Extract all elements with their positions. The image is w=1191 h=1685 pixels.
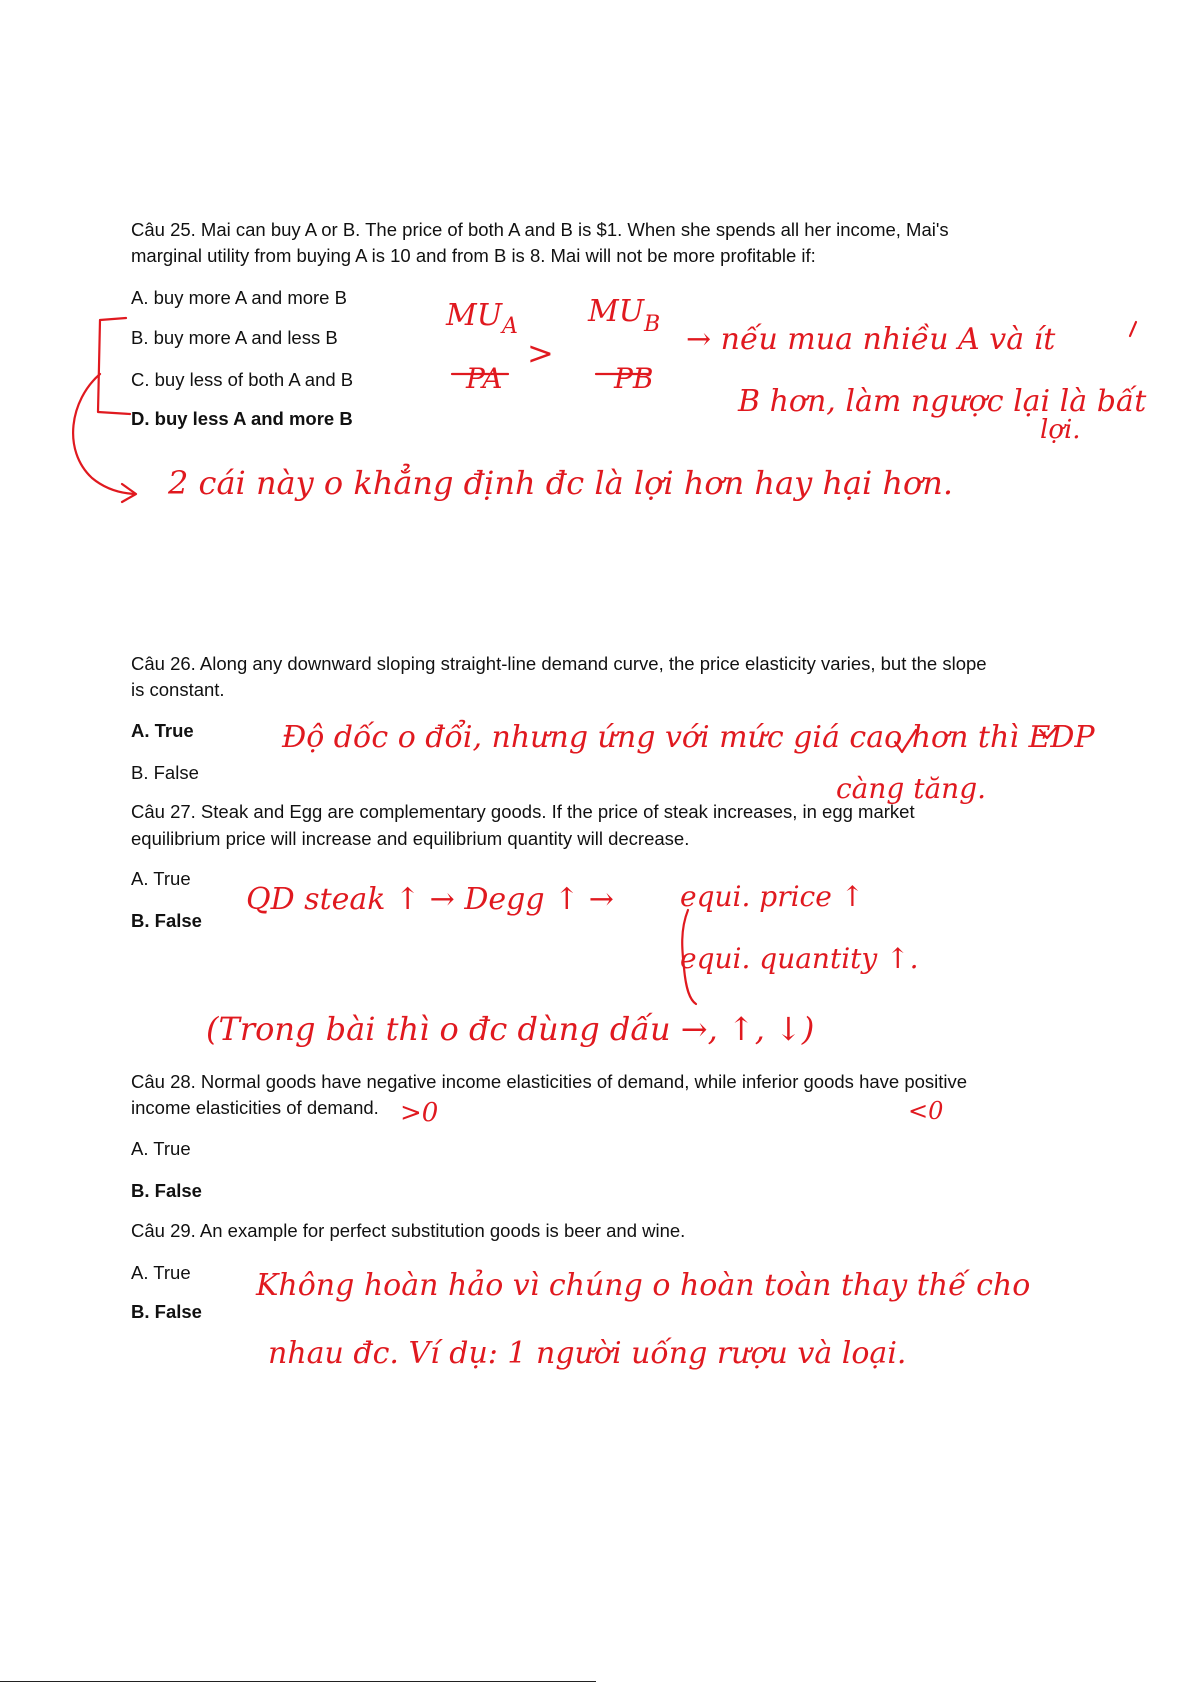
q27-option-a: A. True [131,868,191,889]
q27-note-line3: (Trong bài thì o đc dùng dấu →, ↑, ↓) [206,1010,815,1048]
q25-note-line2: B hơn, làm ngược lại là bất [738,384,1147,419]
q25-note-mub: $MU_B$ [588,294,661,337]
q29-option-b-answer: B. False [131,1301,202,1322]
q27-note-line1: QD steak ↑ → Degg ↑ → [246,882,614,917]
q25-slash-mark [1130,322,1136,336]
q28-text-line1: Câu 28. Normal goods have negative income elasticities of demand, while inferior goods have positive [131,1071,968,1092]
q28-note-greater-zero: >0 [400,1098,439,1128]
q25-option-d-answer: D. buy less A and more B [131,408,353,429]
q25-note-greater-than: > [527,334,554,372]
q25-note-pa: PA [466,362,503,395]
q26-option-a-answer: A. True [131,720,194,741]
q26-text-line2: is constant. [131,679,225,700]
q25-text-line1: Câu 25. Mai can buy A or B. The price of both A and B is $1. When she spends all her income, Mai's [131,219,949,240]
q27-text-line1: Câu 27. Steak and Egg are complementary goods. If the price of steak increases, in egg market [131,801,915,822]
q25-note-pb: PB [614,362,654,395]
q27-text-line2: equilibrium price will increase and equilibrium quantity will decrease. [131,828,690,849]
q26-note-line2: càng tăng. [836,772,987,805]
q28-option-a: A. True [131,1138,191,1159]
q29-text-line1: Câu 29. An example for perfect substitution goods is beer and wine. [131,1220,686,1241]
footer-divider [0,1681,596,1682]
q25-option-c: C. buy less of both A and B [131,369,354,390]
q26-note-line1: Độ dốc o đổi, nhưng ứng với mức giá cao hơn thì EDP [282,720,1095,755]
q29-option-a: A. True [131,1262,191,1283]
q25-note-line4: 2 cái này o khẳng định đc là lợi hơn hay hại hơn. [168,464,954,502]
q25-bracket-stroke [98,318,130,414]
q25-note-line3: lợi. [1040,415,1081,445]
q25-option-b: B. buy more A and less B [131,327,338,348]
q26-text-line1: Câu 26. Along any downward sloping straight-line demand curve, the price elasticity varies, but the slope [131,653,987,674]
q25-note-line1: → nếu mua nhiều A và ít [686,322,1056,357]
q27-option-b-answer: B. False [131,910,202,931]
q25-arrow-head-stroke [122,484,136,502]
q25-note-mua: $MU_A$ [446,298,518,339]
q27-note-eq-price: equi. price ↑ [680,880,865,913]
q27-note-eq-quantity: equi. quantity ↑. [680,942,919,975]
q28-option-b-answer: B. False [131,1180,202,1201]
q25-outer-curve-stroke [73,374,134,494]
q29-note-line1: Không hoàn hảo vì chúng o hoàn toàn thay thế cho [256,1268,1031,1303]
q28-note-less-zero: <0 [908,1097,944,1125]
q25-text-line2: marginal utility from buying A is 10 and from B is 8. Mai will not be more profitable if: [131,245,816,266]
q26-option-b: B. False [131,762,199,783]
q25-option-a: A. buy more A and more B [131,287,347,308]
q28-text-line2: income elasticities of demand. [131,1097,379,1118]
q29-note-line2: nhau đc. Ví dụ: 1 người uống rượu và loại. [268,1336,907,1371]
